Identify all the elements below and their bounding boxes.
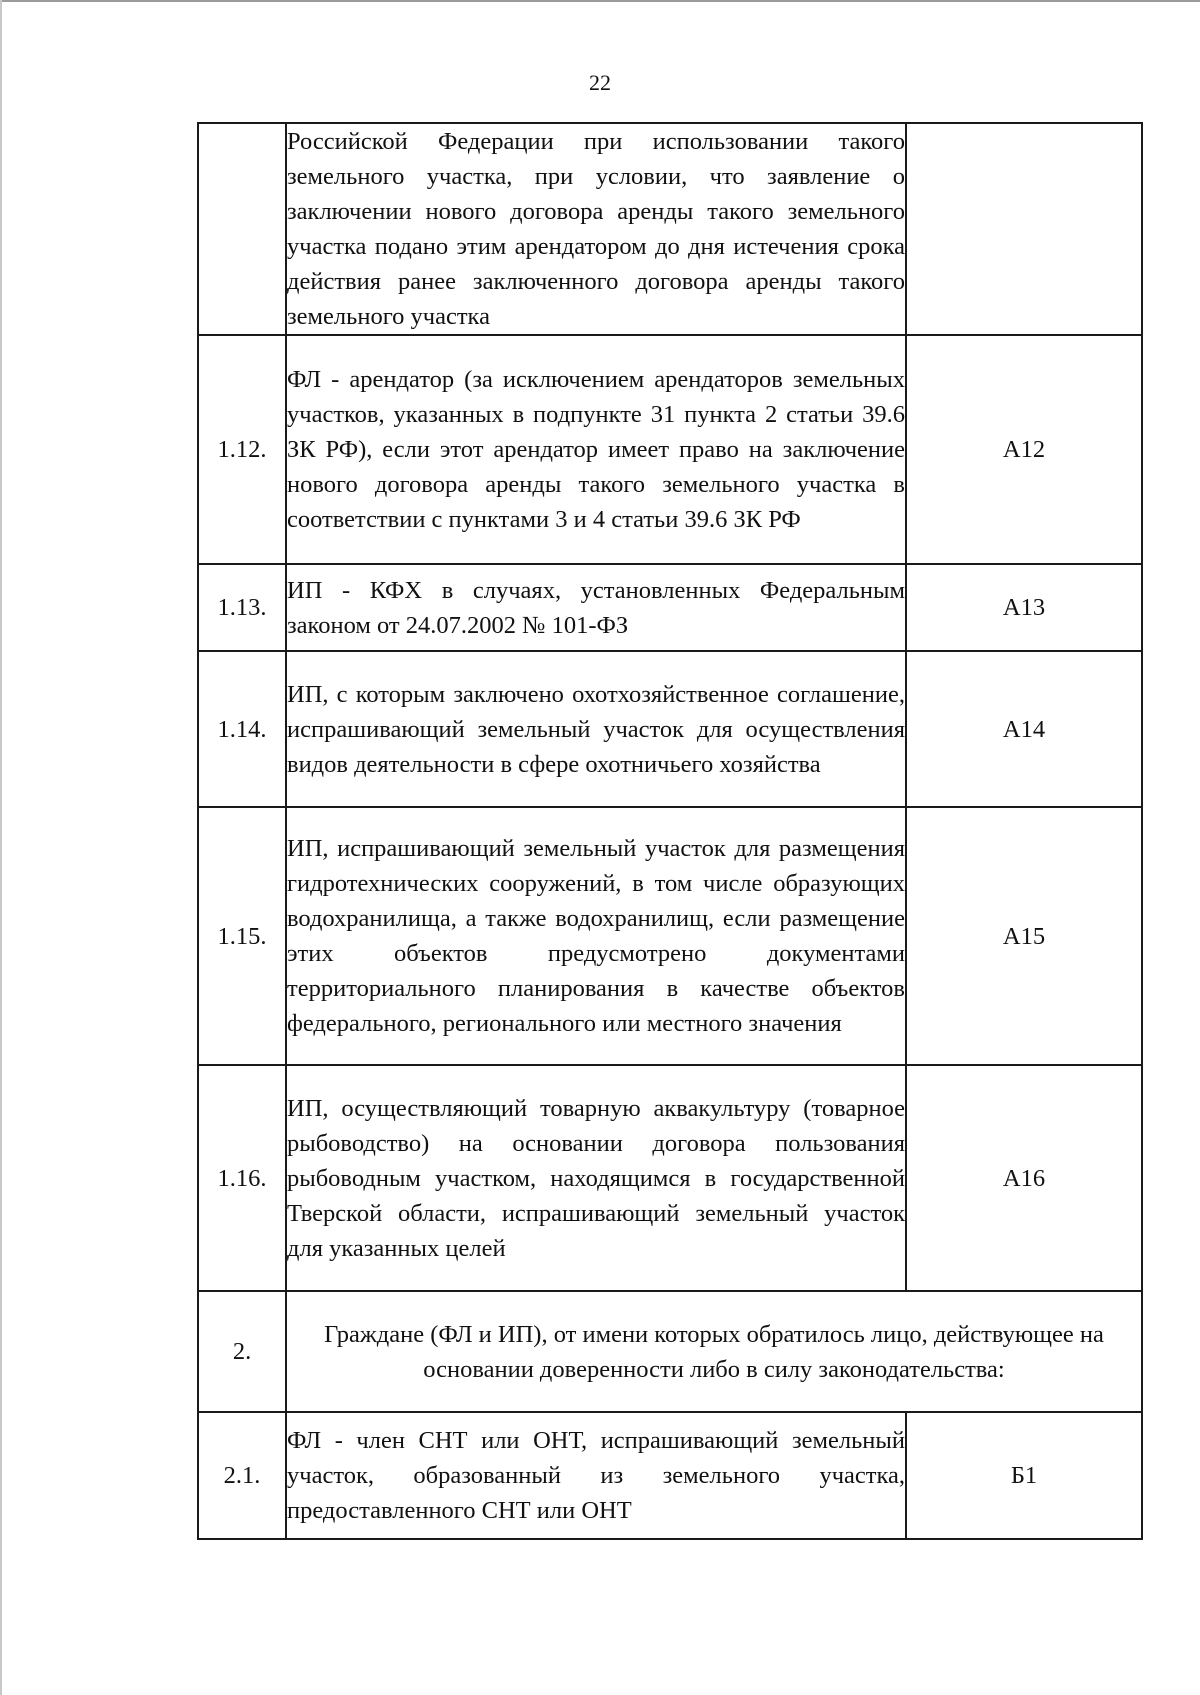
row-code: Б1 bbox=[906, 1412, 1142, 1539]
row-number: 1.15. bbox=[198, 807, 286, 1065]
row-code: А13 bbox=[906, 564, 1142, 651]
table-row bbox=[198, 1291, 1142, 1412]
table-row bbox=[198, 1065, 1142, 1291]
row-number: 1.14. bbox=[198, 651, 286, 807]
row-code bbox=[906, 123, 1142, 335]
row-number bbox=[198, 123, 286, 335]
row-description: Российской Федерации при использовании такого земельного участка, при условии, что заявление о заключении нового договора аренды такого земельного участка подано этим арендатором до дня истечения срока действия ранее заключенного договора аренды такого земельного участка bbox=[286, 123, 906, 335]
row-number: 1.12. bbox=[198, 335, 286, 564]
table-row bbox=[198, 123, 1142, 335]
table-row bbox=[198, 564, 1142, 651]
table-row bbox=[198, 807, 1142, 1065]
table-row bbox=[198, 335, 1142, 564]
row-code: А16 bbox=[906, 1065, 1142, 1291]
page-number: 22 bbox=[589, 70, 611, 95]
row-number: 2.1. bbox=[198, 1412, 286, 1539]
row-number: 1.16. bbox=[198, 1065, 286, 1291]
scan-edge-top bbox=[0, 0, 1200, 2]
row-description: ИП, испрашивающий земельный участок для размещения гидротехнических сооружений, в том числе образующих водохранилища, а также водохранилищ, если размещение этих объектов предусмотрено документами территориального планирования в качестве объектов федерального, регионального или местного значения bbox=[286, 807, 906, 1065]
row-description: ИП, с которым заключено охотхозяйственное соглашение, испрашивающий земельный участок для осуществления видов деятельности в сфере охотничьего хозяйства bbox=[286, 651, 906, 807]
scan-edge-left bbox=[0, 0, 2, 1695]
row-description: ФЛ - член СНТ или ОНТ, испрашивающий земельный участок, образованный из земельного участка, предоставленного СНТ или ОНТ bbox=[286, 1412, 906, 1539]
row-description: ФЛ - арендатор (за исключением арендаторов земельных участков, указанных в подпункте 31 пункта 2 статьи 39.6 ЗК РФ), если этот арендатор имеет право на заключение нового договора аренды такого земельного участка в соответствии с пунктами 3 и 4 статьи 39.6 ЗК РФ bbox=[286, 335, 906, 564]
row-number: 1.13. bbox=[198, 564, 286, 651]
row-description: ИП, осуществляющий товарную аквакультуру (товарное рыбоводство) на основании договора пользования рыбоводным участком, находящимся в государственной Тверской области, испрашивающий земельный участок для указанных целей bbox=[286, 1065, 906, 1291]
row-number: 2. bbox=[198, 1291, 286, 1412]
row-code: А14 bbox=[906, 651, 1142, 807]
table-row bbox=[198, 1412, 1142, 1539]
row-code: А12 bbox=[906, 335, 1142, 564]
section-heading: Граждане (ФЛ и ИП), от имени которых обратилось лицо, действующее на основании доверенности либо в силу законодательства: bbox=[286, 1291, 1142, 1412]
document-table bbox=[197, 122, 1143, 1540]
table-row bbox=[198, 651, 1142, 807]
row-description: ИП - КФХ в случаях, установленных Федеральным законом от 24.07.2002 № 101-ФЗ bbox=[286, 564, 906, 651]
row-code: А15 bbox=[906, 807, 1142, 1065]
